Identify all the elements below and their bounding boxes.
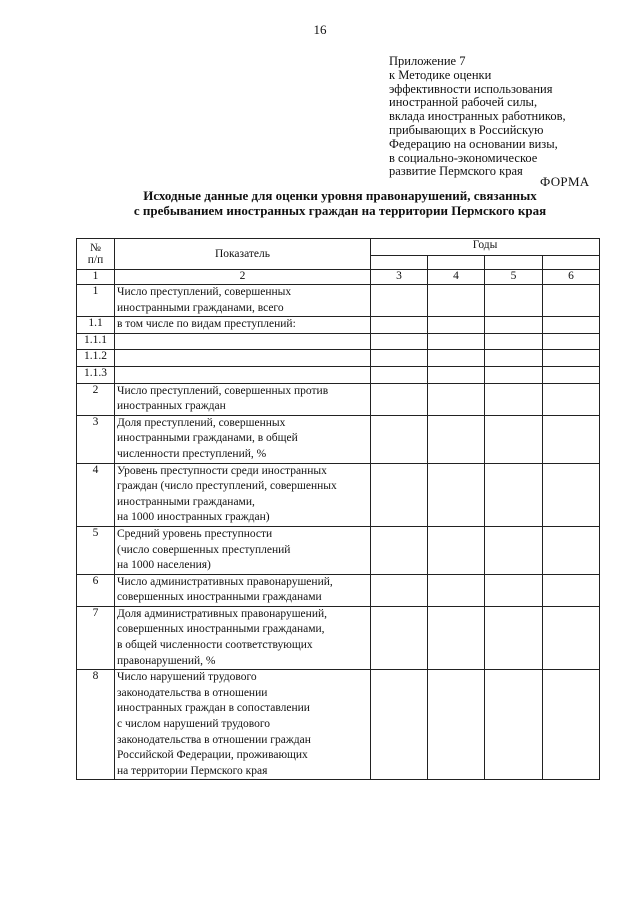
row-indicator <box>115 526 371 574</box>
document-title <box>60 188 620 218</box>
appendix-line: к Методике оценки <box>389 67 492 82</box>
indicator-line: в общей численности соответствующих <box>117 639 313 652</box>
row-number: 1.1.3 <box>77 366 115 383</box>
row-number: 7 <box>77 606 115 669</box>
indicator-line: Доля административных правонарушений, <box>117 607 327 620</box>
year-value-cell[interactable] <box>485 670 543 780</box>
form-label: ФОРМА <box>540 174 590 189</box>
table-row <box>77 415 600 463</box>
year-value-cell[interactable] <box>428 606 485 669</box>
header-years-blank <box>543 256 600 270</box>
indicator-line: Уровень преступности среди иностранных <box>117 464 327 477</box>
row-number: 1.1.1 <box>77 333 115 350</box>
row-indicator <box>115 670 371 780</box>
header-years-blank <box>428 256 485 270</box>
indicator-line: Число административных правонарушений, <box>117 575 333 588</box>
row-number: 6 <box>77 574 115 606</box>
appendix-line: Приложение 7 <box>389 54 466 68</box>
row-number: 4 <box>77 463 115 526</box>
year-value-cell[interactable] <box>543 317 600 334</box>
data-table <box>76 238 600 780</box>
year-value-cell[interactable] <box>371 333 428 350</box>
year-value-cell[interactable] <box>428 366 485 383</box>
column-number: 3 <box>371 270 428 285</box>
year-value-cell[interactable] <box>543 463 600 526</box>
appendix-reference <box>389 55 609 179</box>
table-row <box>77 350 600 367</box>
row-number: 3 <box>77 415 115 463</box>
year-value-cell[interactable] <box>485 606 543 669</box>
year-value-cell[interactable] <box>371 574 428 606</box>
table-row <box>77 574 600 606</box>
year-value-cell[interactable] <box>485 574 543 606</box>
table-row <box>77 463 600 526</box>
year-value-cell[interactable] <box>543 415 600 463</box>
header-years: Годы <box>371 239 600 256</box>
indicator-line: с числом нарушений трудового <box>117 718 271 731</box>
row-indicator <box>115 317 371 334</box>
row-number: 2 <box>77 383 115 415</box>
row-indicator <box>115 383 371 415</box>
indicator-line: на 1000 населения) <box>117 559 211 572</box>
indicator-line: Российской Федерации, проживающих <box>117 749 308 762</box>
year-value-cell[interactable] <box>428 383 485 415</box>
year-value-cell[interactable] <box>485 463 543 526</box>
year-value-cell[interactable] <box>543 606 600 669</box>
year-value-cell[interactable] <box>543 285 600 317</box>
year-value-cell[interactable] <box>543 366 600 383</box>
year-value-cell[interactable] <box>371 606 428 669</box>
indicator-line: на территории Пермского края <box>117 764 268 777</box>
year-value-cell[interactable] <box>371 285 428 317</box>
indicator-line: иностранными гражданами, <box>117 495 255 508</box>
year-value-cell[interactable] <box>428 526 485 574</box>
indicator-line: (число совершенных преступлений <box>117 543 291 556</box>
header-years-blank <box>371 256 428 270</box>
column-number: 4 <box>428 270 485 285</box>
indicator-line: иностранными гражданами, всего <box>117 301 284 314</box>
year-value-cell[interactable] <box>543 670 600 780</box>
row-number: 1.1.2 <box>77 350 115 367</box>
indicator-line: иностранных граждан в сопоставлении <box>117 702 310 715</box>
indicator-line: правонарушений, % <box>117 654 216 667</box>
indicator-line: совершенных иностранными гражданами <box>117 591 322 604</box>
row-indicator <box>115 606 371 669</box>
year-value-cell[interactable] <box>428 415 485 463</box>
year-value-cell[interactable] <box>371 350 428 367</box>
year-value-cell[interactable] <box>371 526 428 574</box>
row-indicator <box>115 463 371 526</box>
indicator-line <box>117 350 368 366</box>
title-line-1: Исходные данные для оценки уровня правонарушений, связанных <box>143 188 537 203</box>
header-num <box>77 239 115 270</box>
indicator-line <box>117 334 368 350</box>
year-value-cell[interactable] <box>371 317 428 334</box>
column-number: 5 <box>485 270 543 285</box>
header-years-blank <box>485 256 543 270</box>
year-value-cell[interactable] <box>428 350 485 367</box>
appendix-line: иностранной рабочей силы, <box>389 95 538 110</box>
year-value-cell[interactable] <box>371 383 428 415</box>
appendix-line: прибывающих в Российскую <box>389 122 544 137</box>
appendix-line: вклада иностранных работников, <box>389 109 566 124</box>
row-number: 1.1 <box>77 317 115 334</box>
year-value-cell[interactable] <box>543 350 600 367</box>
year-value-cell[interactable] <box>543 383 600 415</box>
year-value-cell[interactable] <box>485 415 543 463</box>
indicator-line: Число преступлений, совершенных <box>117 286 292 298</box>
year-value-cell[interactable] <box>371 415 428 463</box>
indicator-line: в том числе по видам преступлений: <box>117 318 296 331</box>
header-num-line2: п/п <box>87 254 104 266</box>
year-value-cell[interactable] <box>543 526 600 574</box>
indicator-line: законодательства в отношении граждан <box>117 733 311 746</box>
year-value-cell[interactable] <box>543 333 600 350</box>
indicator-line: законодательства в отношении <box>117 686 268 699</box>
indicator-line: иностранными гражданами, в общей <box>117 432 298 445</box>
title-line-2: с пребыванием иностранных граждан на территории Пермского края <box>133 203 547 218</box>
year-value-cell[interactable] <box>543 574 600 606</box>
appendix-line: в социально-экономическое <box>389 150 538 165</box>
indicator-line: Число преступлений, совершенных против <box>117 384 329 397</box>
table-row <box>77 526 600 574</box>
year-value-cell[interactable] <box>485 333 543 350</box>
appendix-line: Федерацию на основании визы, <box>389 136 558 151</box>
year-value-cell[interactable] <box>485 317 543 334</box>
year-value-cell[interactable] <box>428 574 485 606</box>
row-number: 1 <box>77 285 115 317</box>
indicator-line <box>117 367 368 383</box>
indicator-line: на 1000 иностранных граждан) <box>117 511 270 524</box>
column-number: 2 <box>115 270 371 285</box>
row-indicator <box>115 350 371 367</box>
header-num-line1: № <box>90 242 101 254</box>
indicator-line: численности преступлений, % <box>117 447 267 460</box>
row-indicator <box>115 415 371 463</box>
indicator-line: Доля преступлений, совершенных <box>117 416 286 429</box>
column-number: 6 <box>543 270 600 285</box>
year-value-cell[interactable] <box>485 383 543 415</box>
year-value-cell[interactable] <box>485 366 543 383</box>
table-row <box>77 383 600 415</box>
row-number: 5 <box>77 526 115 574</box>
table-row <box>77 670 600 780</box>
table-row <box>77 317 600 334</box>
year-value-cell[interactable] <box>485 350 543 367</box>
year-value-cell[interactable] <box>428 333 485 350</box>
indicator-line: иностранных граждан <box>117 400 226 413</box>
table-row <box>77 285 600 317</box>
year-value-cell[interactable] <box>485 526 543 574</box>
indicator-line: Число нарушений трудового <box>117 671 257 684</box>
row-indicator <box>115 574 371 606</box>
column-numbers-row <box>77 270 600 285</box>
appendix-line: развитие Пермского края <box>389 164 523 179</box>
row-number: 8 <box>77 670 115 780</box>
year-value-cell[interactable] <box>428 463 485 526</box>
page-number: 16 <box>313 22 327 37</box>
year-value-cell[interactable] <box>485 285 543 317</box>
header-indicator: Показатель <box>115 239 371 270</box>
column-number: 1 <box>77 270 115 285</box>
table-row <box>77 606 600 669</box>
table-row <box>77 366 600 383</box>
row-indicator <box>115 285 371 317</box>
indicator-line: Средний уровень преступности <box>117 527 273 540</box>
year-value-cell[interactable] <box>371 366 428 383</box>
year-value-cell[interactable] <box>428 670 485 780</box>
indicator-line: граждан (число преступлений, совершенных <box>117 480 337 493</box>
year-value-cell[interactable] <box>428 317 485 334</box>
year-value-cell[interactable] <box>371 463 428 526</box>
year-value-cell[interactable] <box>371 670 428 780</box>
table-row <box>77 333 600 350</box>
row-indicator <box>115 366 371 383</box>
indicator-line: совершенных иностранными гражданами, <box>117 623 325 636</box>
appendix-line: эффективности использования <box>389 81 553 96</box>
row-indicator <box>115 333 371 350</box>
year-value-cell[interactable] <box>428 285 485 317</box>
